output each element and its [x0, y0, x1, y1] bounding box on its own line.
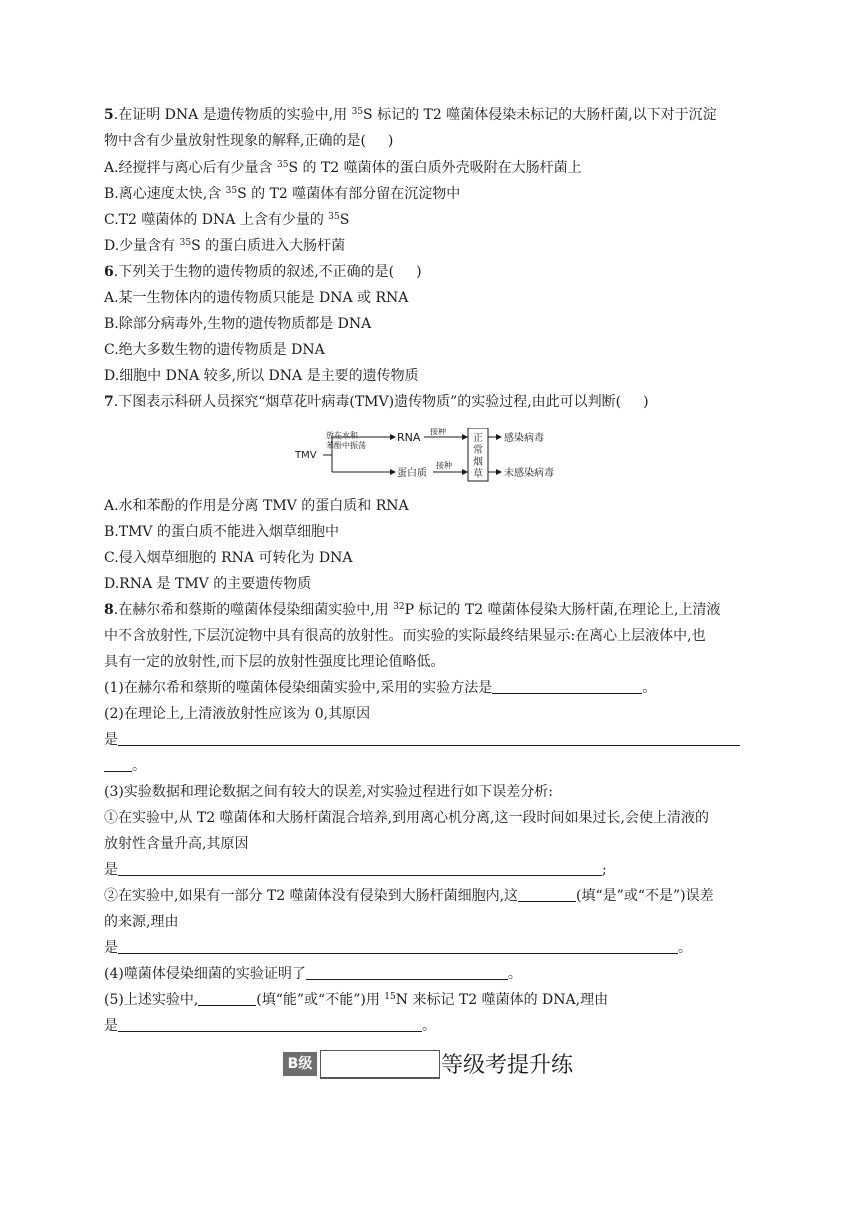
answer-blank[interactable] [118, 731, 740, 746]
q8-part5-answer [104, 1017, 436, 1035]
arrowhead [462, 434, 468, 440]
part-text: ②在实验中,如果有一部分 T2 噬菌体没有侵染到大肠杆菌细胞内,这 [104, 888, 519, 904]
q8-stem-line3: 具有一定的放射性,而下层的放射性强度比理论值略低。 [104, 654, 445, 670]
q8-part3-2-line2: 的来源,理由 [104, 914, 179, 930]
answer-paren-close: ) [387, 133, 394, 149]
answer-blank[interactable] [518, 887, 576, 902]
q5-stem-line1 [104, 106, 717, 124]
arrowhead [462, 469, 468, 475]
question-number: 7 [104, 394, 114, 410]
q6-option-b: B.除部分病毒外,生物的遗传物质都是 DNA [104, 316, 372, 332]
answer-blank[interactable] [118, 1017, 422, 1032]
q5-option-b [104, 185, 460, 203]
option-text: A.经搅拌与离心后有少量含 [104, 160, 278, 176]
q7-option-b: B.TMV 的蛋白质不能进入烟草细胞中 [104, 524, 339, 540]
q8-stem-line2: 中不含放射性,下层沉淀物中具有很高的放射性。而实验的实际最终结果显示:在离心上层液体中,也 [104, 628, 706, 644]
arrowhead [390, 434, 396, 440]
q5-option-c [104, 211, 349, 229]
answer-paren-close: ) [416, 264, 422, 280]
arrowhead [496, 434, 502, 440]
inoculate-label-1: 接种 [430, 428, 446, 436]
superscript: 35 [179, 238, 192, 248]
superscript: 32 [393, 602, 405, 612]
result-infected: 感染病毒 [504, 433, 544, 444]
punctuation: 。 [507, 966, 522, 982]
q7-option-c: C.侵入烟草细胞的 RNA 可转化为 DNA [104, 550, 353, 566]
question-number: 5 [104, 107, 114, 123]
option-text: B.离心速度太快,含 [104, 186, 226, 202]
tmv-label: TMV [295, 450, 317, 461]
q8-stem-text: .在赫尔希和蔡斯的噬菌体侵染细菌实验中,用 [113, 602, 394, 618]
q6-option-a: A.某一生物体内的遗传物质只能是 DNA 或 RNA [104, 290, 409, 306]
q8-part2-answer [104, 731, 740, 749]
punctuation: 。 [678, 940, 692, 956]
q8-part3-2-answer [104, 939, 692, 957]
q6-stem [104, 263, 422, 281]
part-text: 是 [104, 862, 118, 878]
q8-part3-1-answer [104, 861, 607, 879]
punctuation: 。 [422, 1018, 436, 1034]
q8-part1 [104, 679, 656, 697]
box-char: 烟 [473, 457, 483, 468]
option-text: D.少量含有 [104, 238, 180, 254]
answer-blank[interactable] [306, 965, 508, 980]
superscript: 35 [328, 212, 340, 222]
rna-label: RNA [397, 431, 421, 444]
punctuation: 。 [642, 680, 657, 696]
q5-stem-text: .在证明 DNA 是遗传物质的实验中,用 [113, 107, 352, 123]
q8-part3-1-line2: 放射性含量升高,其原因 [104, 836, 249, 852]
q8-part5 [104, 991, 608, 1009]
treatment-label-line2: 苯酚中振荡 [326, 441, 366, 450]
q7-option-a: A.水和苯酚的作用是分离 TMV 的蛋白质和 RNA [104, 498, 409, 514]
superscript: 35 [351, 107, 364, 117]
answer-blank[interactable] [104, 757, 132, 772]
q8-stem-text-b: P 标记的 T2 噬菌体侵染大肠杆菌,在理论上,上清液 [404, 602, 721, 618]
answer-blank[interactable] [492, 679, 642, 694]
q5-option-d [104, 237, 345, 255]
q8-part4 [104, 965, 522, 983]
q7-option-d: D.RNA 是 TMV 的主要遗传物质 [104, 576, 312, 592]
part-text: (1)在赫尔希和蔡斯的噬菌体侵染细菌实验中,采用的实验方法是 [104, 680, 493, 696]
q6-option-d: D.细胞中 DNA 较多,所以 DNA 是主要的遗传物质 [104, 368, 419, 384]
question-number: 8 [104, 602, 114, 618]
superscript: 35 [277, 160, 289, 170]
arrowhead [390, 469, 396, 475]
superscript: 35 [225, 186, 238, 196]
superscript: 15 [384, 992, 396, 1002]
badge-frame [320, 1050, 440, 1079]
result-not-infected: 未感染病毒 [504, 468, 554, 479]
part-text: 是 [104, 940, 118, 956]
option-text: S 的 T2 噬菌体的蛋白质外壳吸附在大肠杆菌上 [288, 160, 582, 176]
q6-option-c: C.绝大多数生物的遗传物质是 DNA [104, 342, 325, 358]
option-text: S [339, 212, 350, 228]
q7-stem [104, 393, 649, 411]
q5-stem-line2 [104, 132, 393, 150]
q8-part3-1-line1: ①在实验中,从 T2 噬菌体和大肠杆菌混合培养,到用离心机分离,这一段时间如果过长,会使上清液的 [104, 810, 709, 826]
q8-part3-2-line1 [104, 887, 714, 905]
arrowhead [496, 469, 502, 475]
part-text: (4)噬菌体侵染细菌的实验证明了 [104, 966, 306, 982]
level-badge: B级 [283, 1052, 317, 1076]
q8-part2-answer-cont [104, 757, 146, 775]
q5-stem-text-b: S 标记的 T2 噬菌体侵染未标记的大肠杆菌,以下对于沉淀 [363, 107, 717, 123]
answer-paren-close: ) [643, 394, 649, 410]
tmv-experiment-diagram [290, 428, 590, 488]
q6-stem-text: .下列关于生物的遗传物质的叙述,不正确的是( [113, 264, 395, 280]
box-char: 常 [473, 445, 483, 456]
box-char: 正 [473, 433, 483, 444]
q8-part2: (2)在理论上,上清液放射性应该为 0,其原因 [104, 706, 371, 722]
inoculate-label-2: 接种 [436, 461, 452, 470]
treatment-label-line1: 放在水和 [326, 431, 358, 440]
part-text: (5)上述实验中, [104, 992, 199, 1008]
q5-stem-line2-text: 物中含有少量放射性现象的解释,正确的是( [104, 133, 366, 149]
box-char: 草 [473, 469, 483, 480]
part-text: N 来标记 T2 噬菌体的 DNA,理由 [395, 992, 609, 1008]
punctuation: 。 [132, 758, 146, 774]
option-text: S 的蛋白质进入大肠杆菌 [191, 238, 346, 254]
answer-blank[interactable] [118, 939, 678, 954]
option-text: S 的 T2 噬菌体有部分留在沉淀物中 [237, 186, 461, 202]
q5-option-a [104, 159, 582, 177]
protein-label: 蛋白质 [397, 468, 427, 479]
q8-part3: (3)实验数据和理论数据之间有较大的误差,对实验过程进行如下误差分析: [104, 784, 553, 800]
part-text: 是 [104, 1018, 118, 1034]
part-text: 是 [104, 732, 118, 748]
q8-stem-line1 [104, 601, 720, 619]
section-title: 等级考提升练 [441, 1053, 574, 1078]
answer-blank[interactable] [118, 861, 602, 876]
question-number: 6 [104, 264, 114, 280]
punctuation: ; [602, 862, 607, 878]
answer-blank[interactable] [198, 991, 256, 1006]
q7-stem-text: .下图表示科研人员探究“烟草花叶病毒(TMV)遗传物质”的实验过程,由此可以判断( [113, 394, 622, 410]
part-text: (填“是”或“不是”)误差 [576, 888, 714, 904]
part-text: (填“能”或“不能”)用 [256, 992, 385, 1008]
option-text: C.T2 噬菌体的 DNA 上含有少量的 [104, 212, 329, 228]
